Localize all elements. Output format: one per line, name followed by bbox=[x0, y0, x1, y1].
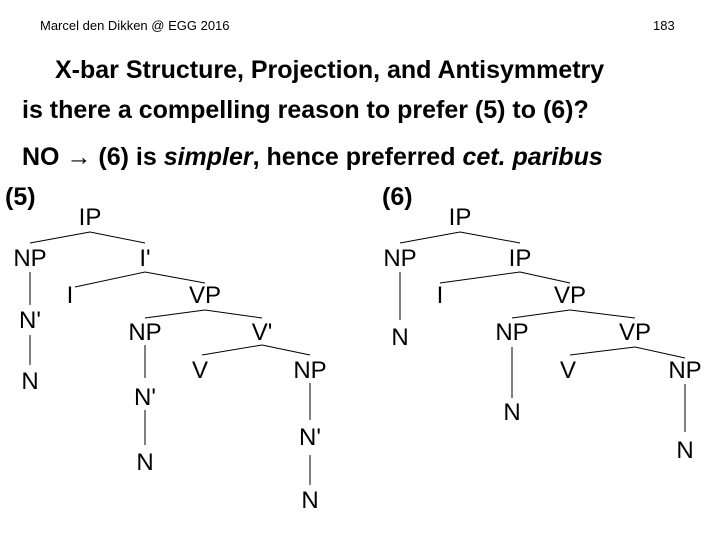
branch bbox=[440, 272, 520, 283]
question: is there a compelling reason to prefer (5) to (6)? bbox=[22, 96, 589, 124]
branch bbox=[75, 272, 145, 287]
tree5-node: NP bbox=[293, 357, 327, 384]
branch bbox=[262, 345, 310, 355]
tree5-branches bbox=[30, 232, 310, 485]
tree6-label: (6) bbox=[382, 183, 413, 211]
branch bbox=[145, 310, 205, 318]
tree5-node: NP bbox=[13, 245, 47, 272]
tree6-node: N bbox=[676, 437, 694, 464]
tree5-node: N' bbox=[134, 384, 156, 411]
tree5-node: N' bbox=[19, 307, 41, 334]
tree6-node: VP bbox=[618, 319, 652, 346]
branch bbox=[30, 232, 90, 243]
tree5-node: N bbox=[21, 368, 39, 395]
tree6-node: NP bbox=[495, 319, 529, 346]
branch bbox=[460, 232, 520, 243]
branch bbox=[202, 345, 262, 355]
answer-middle: , hence preferred bbox=[252, 143, 463, 171]
tree6-node: NP bbox=[383, 245, 417, 272]
tree5-node: I bbox=[66, 282, 74, 309]
branch bbox=[205, 310, 262, 318]
branch bbox=[512, 310, 570, 318]
answer-emph2: cet. paribus bbox=[462, 143, 603, 171]
branch bbox=[570, 310, 635, 318]
tree6-node: N bbox=[391, 324, 409, 351]
slide-title: X-bar Structure, Projection, and Antisymmetry bbox=[55, 56, 605, 84]
answer-prefix: NO → (6) is bbox=[22, 143, 164, 171]
tree5-node: I' bbox=[139, 245, 151, 272]
tree5-node: N bbox=[136, 449, 154, 476]
tree6-node: IP bbox=[508, 245, 532, 272]
page-number: 183 bbox=[653, 18, 675, 33]
tree6-node: IP bbox=[448, 204, 472, 231]
tree5-node: V' bbox=[251, 319, 273, 346]
tree5-node: VP bbox=[188, 282, 222, 309]
tree6-node: I bbox=[436, 282, 444, 309]
branch bbox=[90, 232, 145, 243]
tree5-node: NP bbox=[128, 319, 162, 346]
tree6-node: V bbox=[559, 357, 577, 384]
tree5-node: IP bbox=[78, 204, 102, 231]
branch bbox=[570, 347, 635, 355]
branch bbox=[400, 232, 460, 243]
tree5-node: N' bbox=[299, 424, 321, 451]
tree5-node: N bbox=[301, 487, 319, 514]
tree6-node: N bbox=[503, 399, 521, 426]
tree5-label: (5) bbox=[5, 183, 36, 211]
tree5-node: V bbox=[191, 357, 209, 384]
answer-emph: simpler bbox=[163, 143, 253, 171]
tree6-node: VP bbox=[553, 282, 587, 309]
header-author: Marcel den Dikken @ EGG 2016 bbox=[40, 18, 230, 33]
tree6-node: NP bbox=[668, 357, 702, 384]
